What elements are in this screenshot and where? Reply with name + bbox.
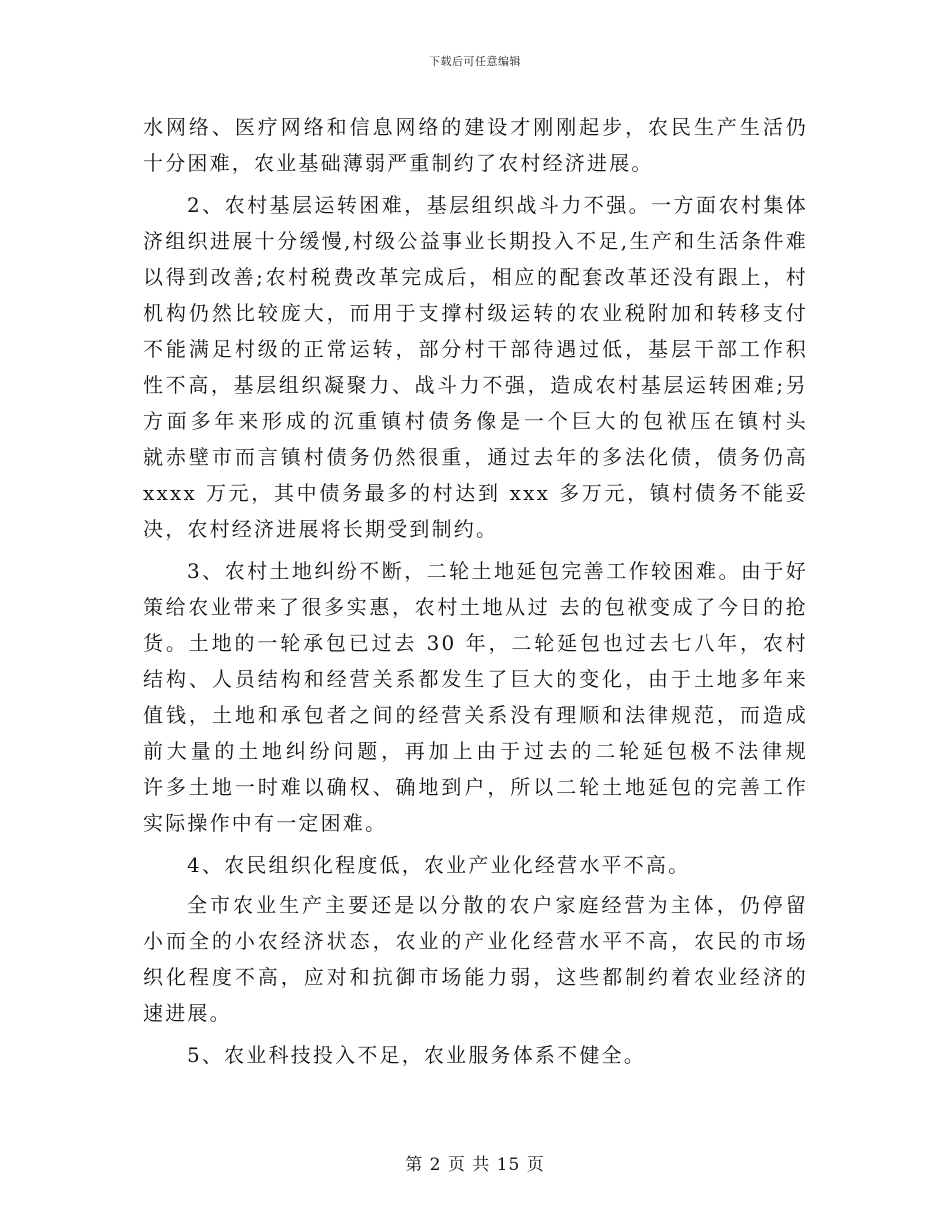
text-line: 实际操作中有一定困难。 <box>143 811 388 835</box>
text-line: 以得到改善;农村税费改革完成后，相应的配套改革还没有跟上，村 <box>143 265 808 289</box>
text-line: 策给农业带来了很多实惠，农村土地从过 去的包袱变成了今日的抢 <box>143 595 808 619</box>
paragraph <box>143 187 808 547</box>
text-line: 速进展。 <box>143 1001 232 1025</box>
page-header-note: 下载后可任意编辑 <box>429 55 521 68</box>
text-line: xxxx 万元，其中债务最多的村达到 xxx 多万元，镇村债务不能妥 <box>143 481 808 505</box>
text-line: 方面多年来形成的沉重镇村债务像是一个巨大的包袱压在镇村头 <box>143 409 808 433</box>
text-line: 决，农村经济进展将长期受到制约。 <box>143 517 499 541</box>
text-line: 值钱，土地和承包者之间的经营关系没有理顺和法律规范，而造成 <box>143 703 808 727</box>
text-line: 3、农村土地纠纷不断，二轮土地延包完善工作较困难。由于好 <box>187 559 808 583</box>
paragraph <box>143 847 808 883</box>
text-line: 许多土地一时难以确权、确地到户，所以二轮土地延包的完善工作 <box>143 775 808 799</box>
paragraph <box>143 553 808 841</box>
text-line: 小而全的小农经济状态，农业的产业化经营水平不高，农民的市场 <box>143 929 808 953</box>
paragraph <box>143 887 808 1031</box>
page-number-footer: 第 2 页 共 15 页 <box>405 1155 545 1175</box>
text-line: 水网络、医疗网络和信息网络的建设才刚刚起步，农民生产生活仍 <box>143 115 808 139</box>
text-line: 结构、人员结构和经营关系都发生了巨大的变化，由于土地多年来 <box>143 667 808 691</box>
text-line: 性不高，基层组织凝聚力、战斗力不强，造成农村基层运转困难;另 <box>143 373 808 397</box>
paragraph <box>143 1037 808 1073</box>
text-line: 济组织进展十分缓慢,村级公益事业长期投入不足,生产和生活条件难 <box>143 229 808 253</box>
text-line: 全市农业生产主要还是以分散的农户家庭经营为主体，仍停留 <box>187 893 808 917</box>
paragraph <box>143 109 808 181</box>
text-line: 货。土地的一轮承包已过去 30 年，二轮延包也过去七八年，农村 <box>143 631 808 655</box>
text-line: 就赤壁市而言镇村债务仍然很重，通过去年的多法化债，债务仍高 <box>143 445 808 469</box>
text-line: 4、农民组织化程度低，农业产业化经营水平不高。 <box>187 853 691 877</box>
text-line: 2、农村基层运转困难，基层组织战斗力不强。一方面农村集体 <box>187 193 808 217</box>
text-line: 不能满足村级的正常运转，部分村干部待遇过低，基层干部工作积 <box>143 337 808 361</box>
document-body <box>143 109 808 1073</box>
text-line: 机构仍然比较庞大，而用于支撑村级运转的农业税附加和转移支付 <box>143 301 808 325</box>
text-line: 织化程度不高，应对和抗御市场能力弱，这些都制约着农业经济的 <box>143 965 808 989</box>
text-line: 5、农业科技投入不足，农业服务体系不健全。 <box>187 1043 646 1067</box>
text-line: 十分困难，农业基础薄弱严重制约了农村经济进展。 <box>143 151 654 175</box>
text-line: 前大量的土地纠纷问题，再加上由于过去的二轮延包极不法律规 <box>143 739 808 763</box>
